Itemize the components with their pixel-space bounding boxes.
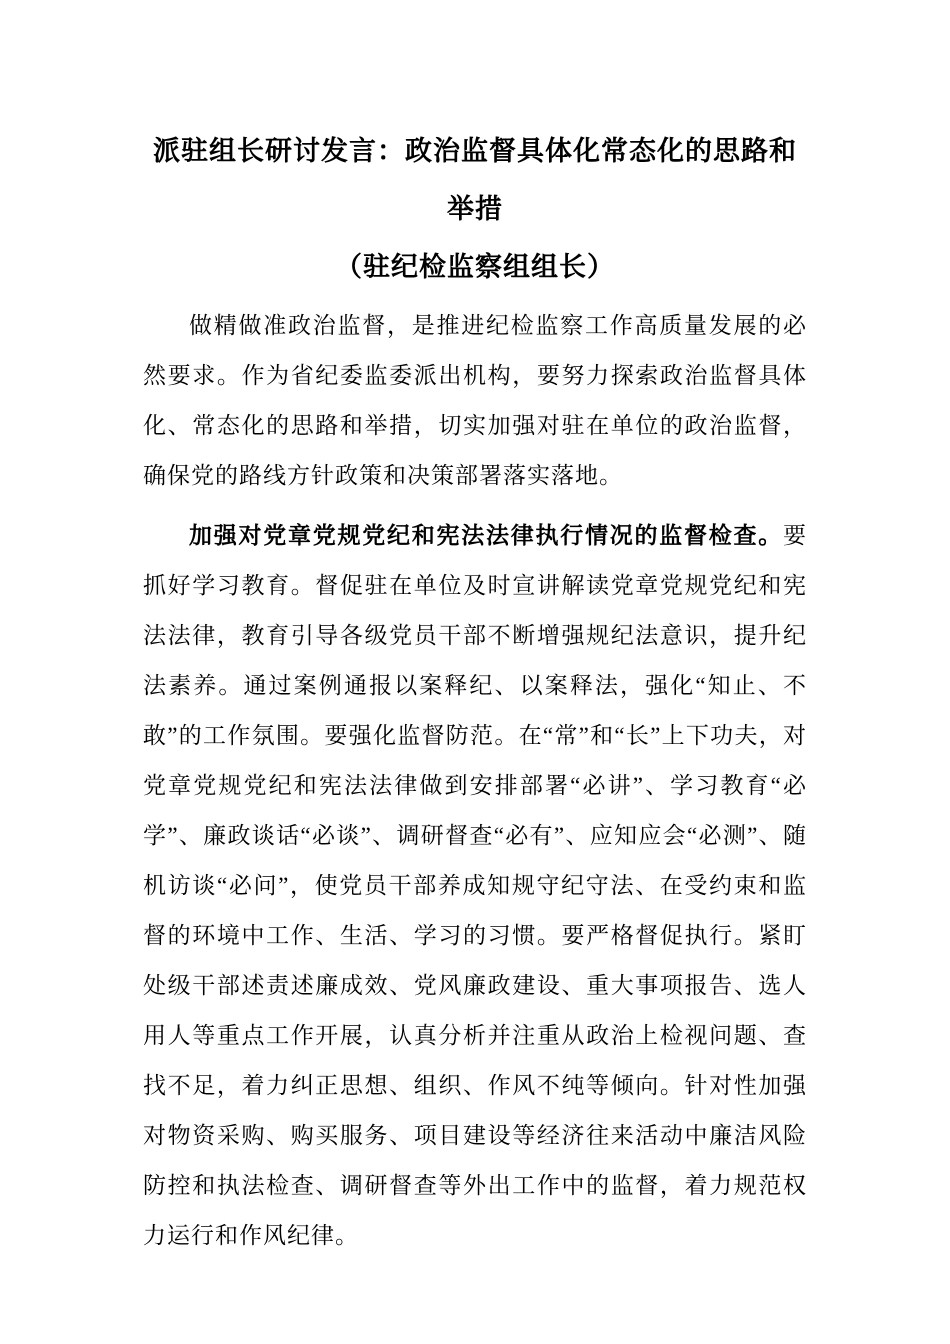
title-line-2: （驻纪检监察组组长） bbox=[335, 252, 615, 282]
paragraph-supervision-check-bold-lead: 加强对党章党规党纪和宪法法律执行情况的监督检查。 bbox=[189, 523, 783, 548]
document-title bbox=[143, 122, 807, 296]
paragraph-supervision-check-text: 要抓好学习教育。督促驻在单位及时宣讲解读党章党规党纪和宪法法律，教育引导各级党员干部不断增强规纪法意识，提升纪法素养。通过案例通报以案释纪、以案释法，强化“知止、不敢”的工作氛围。要强化监督防范。在“常”和“长”上下功夫，对党章党规党纪和宪法法律做到安排部署“必讲”、学习教育“必学”、廉政谈话“必谈”、调研督查“必有”、应知应会“必测”、随机访谈“必问”，使党员干部养成知规守纪守法、在受约束和监督的环境中工作、生活、学习的习惯。要严格督促执行。紧盯处级干部述责述廉成效、党风廉政建设、重大事项报告、选人用人等重点工作开展，认真分析并注重从政治上检视问题、查找不足，着力纠正思想、组织、作风不纯等倾向。针对性加强对物资采购、购买服务、项目建设等经济往来活动中廉洁风险防控和执法检查、调研督查等外出工作中的监督，着力规范权力运行和作风纪律。 bbox=[143, 523, 807, 1248]
title-line-1: 派驻组长研讨发言：政治监督具体化常态化的思路和举措 bbox=[153, 136, 797, 224]
paragraph-supervision-check bbox=[143, 511, 807, 1261]
paragraph-intro: 做精做准政治监督，是推进纪检监察工作高质量发展的必然要求。作为省纪委监委派出机构，要努力探索政治监督具体化、常态化的思路和举措，切实加强对驻在单位的政治监督，确保党的路线方针政策和决策部署落实落地。 bbox=[143, 313, 807, 488]
document-body bbox=[143, 301, 807, 1261]
